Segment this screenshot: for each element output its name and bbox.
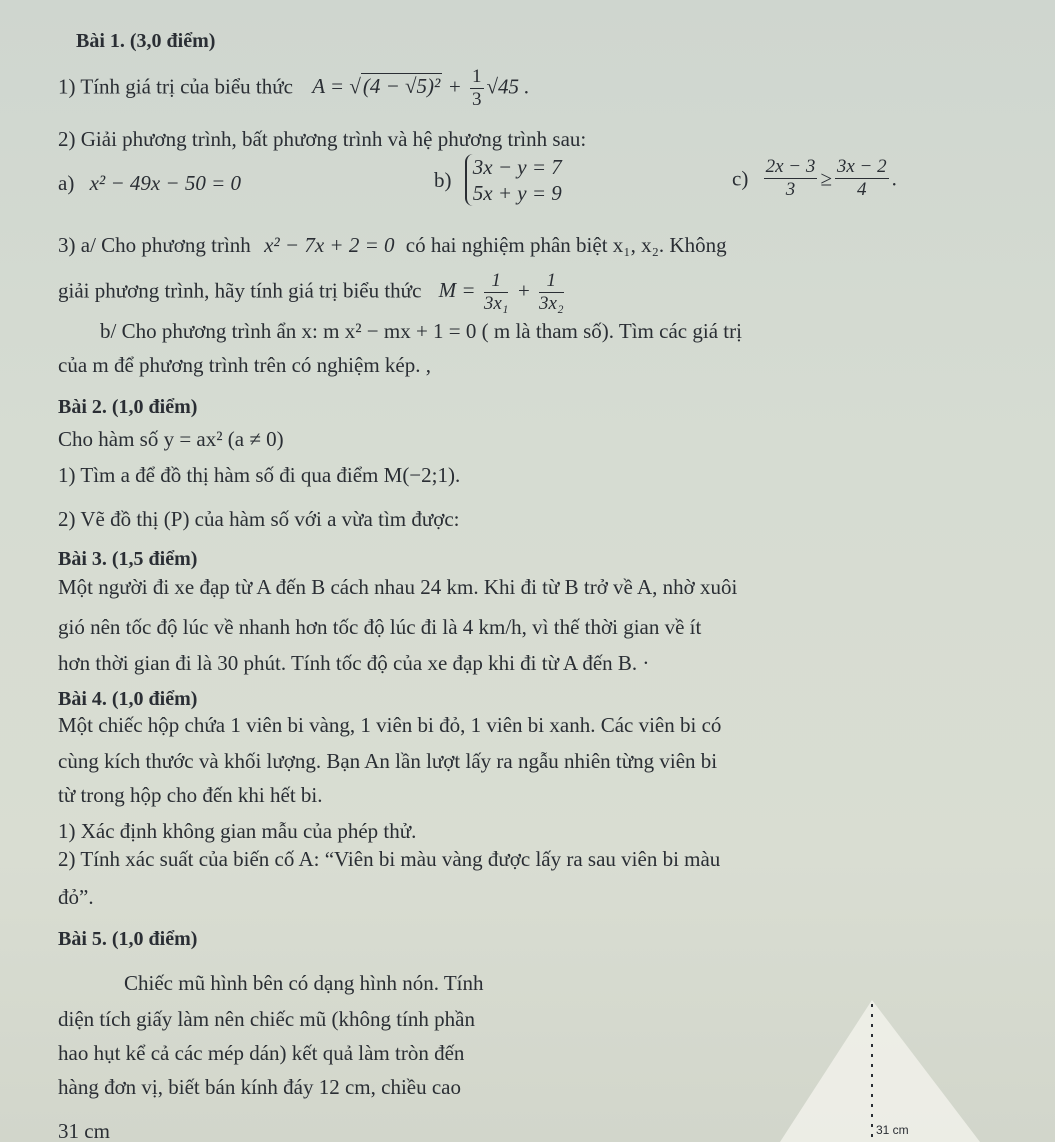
bai1-q2-text: 2) Giải phương trình, bất phương trình và hệ phương trình sau: <box>58 127 587 151</box>
bai1-q3a-text2: có hai nghiệm phân biệt x₁, x₂. Không <box>405 233 727 257</box>
bai4-line2: cùng kích thước và khối lượng. Bạn An lần lượt lấy ra ngẫu nhiên từng viên bi <box>58 749 718 773</box>
bai1-q2b-eq1: 3x − y = 7 <box>472 155 562 179</box>
bai1-q1-lhs: A = <box>312 74 350 99</box>
bai5-line1: Chiếc mũ hình bên có dạng hình nón. Tính <box>124 971 484 995</box>
bai5-line3: hao hụt kể cả các mép dán) kết quả làm tròn đến <box>58 1041 465 1065</box>
bai1-q1-sqrt: (4 − √5)² <box>362 74 441 99</box>
bai2-line1: Cho hàm số y = ax² (a ≠ 0) <box>58 427 284 451</box>
bai5-line2: diện tích giấy làm nên chiếc mũ (không tính phần <box>58 1007 475 1031</box>
bai3-line3: hơn thời gian đi là 30 phút. Tính tốc độ của xe đạp khi đi từ A đến B. · <box>58 651 650 675</box>
cone-shape <box>780 1000 980 1142</box>
bai1-q1-tail: √45 . <box>486 74 530 99</box>
bai1-q3a-den1: 3x₁ <box>483 293 509 314</box>
bai1-q2c-den2: 4 <box>857 179 867 200</box>
bai4-line5: 2) Tính xác suất của biến cố A: “Viên bi màu vàng được lấy ra sau viên bi màu <box>58 847 721 871</box>
bai1-q3b-line2: của m để phương trình trên có nghiệm kép. , <box>58 353 431 377</box>
bai1-q2a-expr: x² − 49x − 50 = 0 <box>89 171 242 195</box>
bai1-q3a-line1 <box>58 232 727 258</box>
bai1-q2c-den1: 3 <box>785 179 796 200</box>
bai2-line3: 2) Vẽ đồ thị (P) của hàm số với a vừa tìm được: <box>58 507 460 531</box>
bai1-q2c <box>732 156 897 201</box>
bai1-q3a-plus: + <box>511 278 537 303</box>
bai1-q2b-system <box>465 154 562 206</box>
bai2-title: Bài 2. (1,0 điểm) <box>58 396 198 418</box>
bai1-q3a-text1: 3) a/ Cho phương trình <box>58 233 251 257</box>
bai1-q2a-label: a) <box>58 171 75 195</box>
bai1-q1-frac-den: 3 <box>472 89 482 110</box>
bai1-q3a-eq: x² − 7x + 2 = 0 <box>264 233 395 257</box>
bai1-q2b-label: b) <box>434 168 452 192</box>
bai1-q1-frac-num: 1 <box>472 66 482 87</box>
bai5-title: Bài 5. (1,0 điểm) <box>58 928 198 950</box>
bai1-q3a-text3: giải phương trình, hãy tính giá trị biểu thức <box>58 278 422 303</box>
bai1-q3a-num2: 1 <box>539 270 564 293</box>
cone-height-label: 31 cm <box>876 1123 909 1137</box>
bai1-q1: 1) Tính giá trị của biểu thức A = √(4 − √5)² + $\frac{1}{3}$ √45 . <box>58 66 530 110</box>
bai4-line4: 1) Xác định không gian mẫu của phép thử. <box>58 819 417 843</box>
bai5-line4: hàng đơn vị, biết bán kính đáy 12 cm, chiều cao <box>58 1075 461 1099</box>
bai1-q2b-eq2: 5x + y = 9 <box>472 181 562 205</box>
bai1-q3a-den2: 3x₂ <box>539 293 564 314</box>
bai1-q3a-line2 <box>58 270 567 315</box>
bai1-q2c-label: c) <box>732 166 749 191</box>
bai1-title: Bài 1. (3,0 điểm) <box>76 30 216 52</box>
bai3-line2: gió nên tốc độ lúc về nhanh hơn tốc độ lúc đi là 4 km/h, vì thế thời gian về ít <box>58 615 702 639</box>
bai4-line6: đỏ”. <box>58 885 94 909</box>
bai1-q1-text: 1) Tính giá trị của biểu thức <box>58 74 293 99</box>
bai2-line2: 1) Tìm a để đồ thị hàm số đi qua điểm M(−2;1). <box>58 463 461 487</box>
bai1-q3a-M: M = <box>438 278 481 303</box>
bai1-q2c-op: ≥ <box>820 166 832 191</box>
cone-figure <box>780 1000 980 1142</box>
bai1-q2b <box>434 154 562 206</box>
bai1-q3b-line1: b/ Cho phương trình ẩn x: m x² − mx + 1 = 0 ( m là tham số). Tìm các giá trị <box>100 319 742 343</box>
bai1-q2c-num1: 2x − 3 <box>765 156 816 177</box>
bai1-q2c-num2: 3x − 2 <box>836 156 887 177</box>
bai1-q3a-num1: 1 <box>484 270 509 293</box>
bai1-q1-plus: + <box>442 74 467 99</box>
bai4-line1: Một chiếc hộp chứa 1 viên bi vàng, 1 viên bi đỏ, 1 viên bi xanh. Các viên bi có <box>58 713 722 737</box>
bai3-line1: Một người đi xe đạp từ A đến B cách nhau 24 km. Khi đi từ B trở về A, nhờ xuôi <box>58 575 738 599</box>
bai5-line5: 31 cm <box>58 1119 110 1142</box>
bai4-title: Bài 4. (1,0 điểm) <box>58 688 198 710</box>
bai4-line3: từ trong hộp cho đến khi hết bi. <box>58 783 323 807</box>
bai3-title: Bài 3. (1,5 điểm) <box>58 548 198 570</box>
bai1-q2a <box>58 170 241 196</box>
bai1-q2c-end: . <box>891 166 897 191</box>
